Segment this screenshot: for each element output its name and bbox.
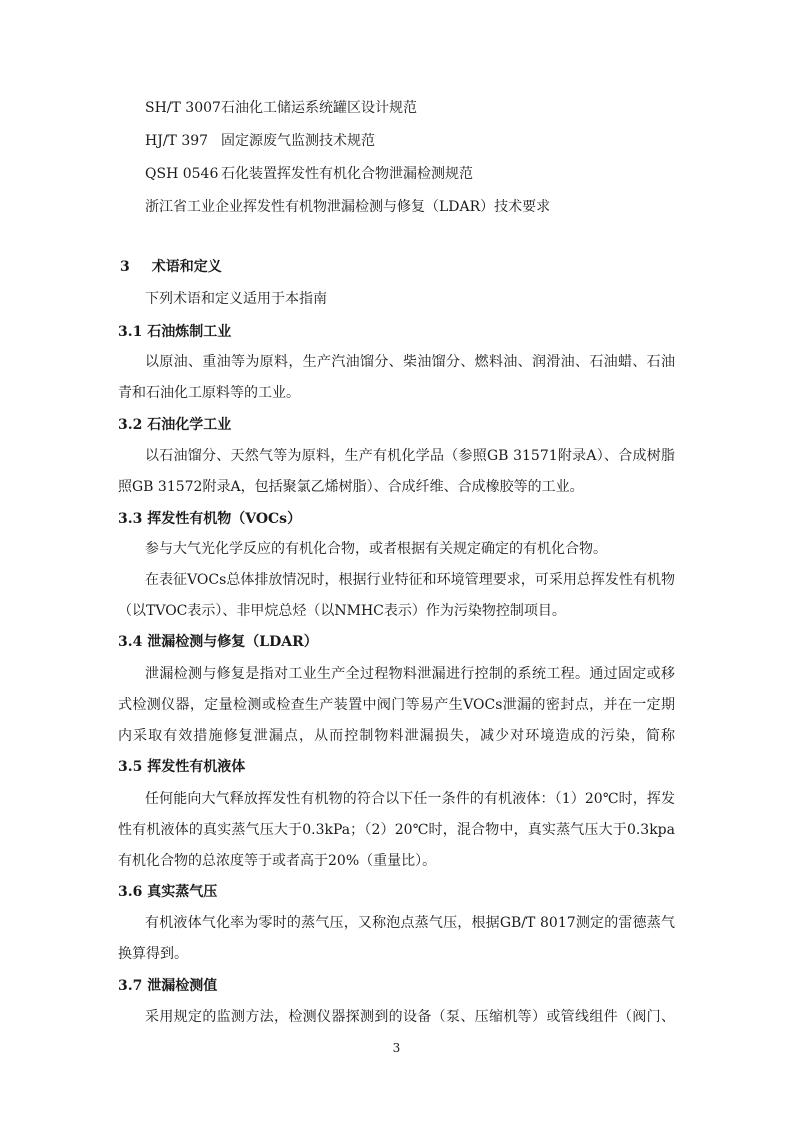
- section-title: 术语和定义: [151, 259, 222, 275]
- term-heading: 3.5 挥发性有机液体: [118, 759, 246, 775]
- term-body-line: 任何能向大气释放挥发性有机物的符合以下任一条件的有机液体：（1）20℃时，挥发: [145, 791, 675, 807]
- reference-code: HJ/T 397: [145, 133, 209, 149]
- term-heading: 3.7 泄漏检测值: [118, 978, 218, 994]
- reference-code: SH/T 3007: [145, 100, 221, 116]
- reference-title: 固定源废气监测技术规范: [221, 133, 375, 149]
- term-heading: 3.2 石油化学工业: [118, 417, 232, 433]
- term-body-line: 泄漏检测与修复是指对工业生产全过程物料泄漏进行控制的系统工程。通过固定或移: [145, 666, 675, 682]
- term-body-line: 以原油、重油等为原料，生产汽油馏分、柴油馏分、燃料油、润滑油、石油蜡、石油: [145, 354, 675, 370]
- term-body-line: 有机化合物的总浓度等于或者高于20%（重量比）。: [118, 853, 437, 869]
- term-body-line: 以石油馏分、天然气等为原料，生产有机化学品（参照GB 31571附录A）、合成树脂: [145, 448, 675, 464]
- term-body-line: 照GB 31572附录A，包括聚氯乙烯树脂）、合成纤维、合成橡胶等的工业。: [118, 479, 584, 495]
- reference-code: QSH 0546: [145, 166, 219, 182]
- reference-title: 浙江省工业企业挥发性有机物泄漏检测与修复（LDAR）技术要求: [145, 199, 551, 215]
- term-heading: 3.3 挥发性有机物（VOCs）: [118, 511, 302, 527]
- term-heading: 3.1 石油炼制工业: [118, 324, 232, 340]
- reference-item: [145, 98, 417, 118]
- reference-title: 石化装置挥发性有机化合物泄漏检测规范: [221, 166, 473, 182]
- section-intro: 下列术语和定义适用于本指南: [145, 291, 327, 307]
- term-body-line: 青和石油化工原料等的工业。: [118, 385, 300, 401]
- term-heading: 3.4 泄漏检测与修复（LDAR）: [118, 634, 318, 650]
- term-body-line: 参与大气光化学反应的有机化合物，或者根据有关规定确定的有机化合物。: [145, 541, 607, 557]
- term-body-line: 换算得到。: [118, 946, 188, 962]
- section-number: 3: [120, 259, 130, 275]
- term-body-line: 性有机液体的真实蒸气压大于0.3kPa；（2）20℃时，混合物中，真实蒸气压大于0.3kpa: [118, 822, 675, 838]
- term-heading: 3.6 真实蒸气压: [118, 884, 218, 900]
- term-body-line: 有机液体气化率为零时的蒸气压，又称泡点蒸气压，根据GB/T 8017测定的雷德蒸气: [145, 915, 675, 931]
- reference-item: [145, 197, 550, 217]
- reference-title: 石油化工储运系统罐区设计规范: [221, 100, 417, 116]
- term-body-line: 式检测仪器，定量检测或检查生产装置中阀门等易产生VOCs泄漏的密封点，并在一定期: [118, 697, 675, 713]
- page-number: 3: [392, 1041, 401, 1055]
- term-body-line: 采用规定的监测方法，检测仪器探测到的设备（泵、压缩机等）或管线组件（阀门、: [145, 1009, 675, 1025]
- reference-item: [145, 164, 473, 184]
- term-body-line: 在表征VOCs总体排放情况时，根据行业特征和环境管理要求，可采用总挥发性有机物: [145, 572, 675, 588]
- reference-item: [145, 131, 375, 151]
- term-body-line: 内采取有效措施修复泄漏点，从而控制物料泄漏损失，减少对环境造成的污染，简称: [118, 728, 675, 744]
- section-heading: [120, 257, 222, 277]
- term-body-line: （以TVOC表示）、非甲烷总烃（以NMHC表示）作为污染物控制项目。: [118, 603, 566, 619]
